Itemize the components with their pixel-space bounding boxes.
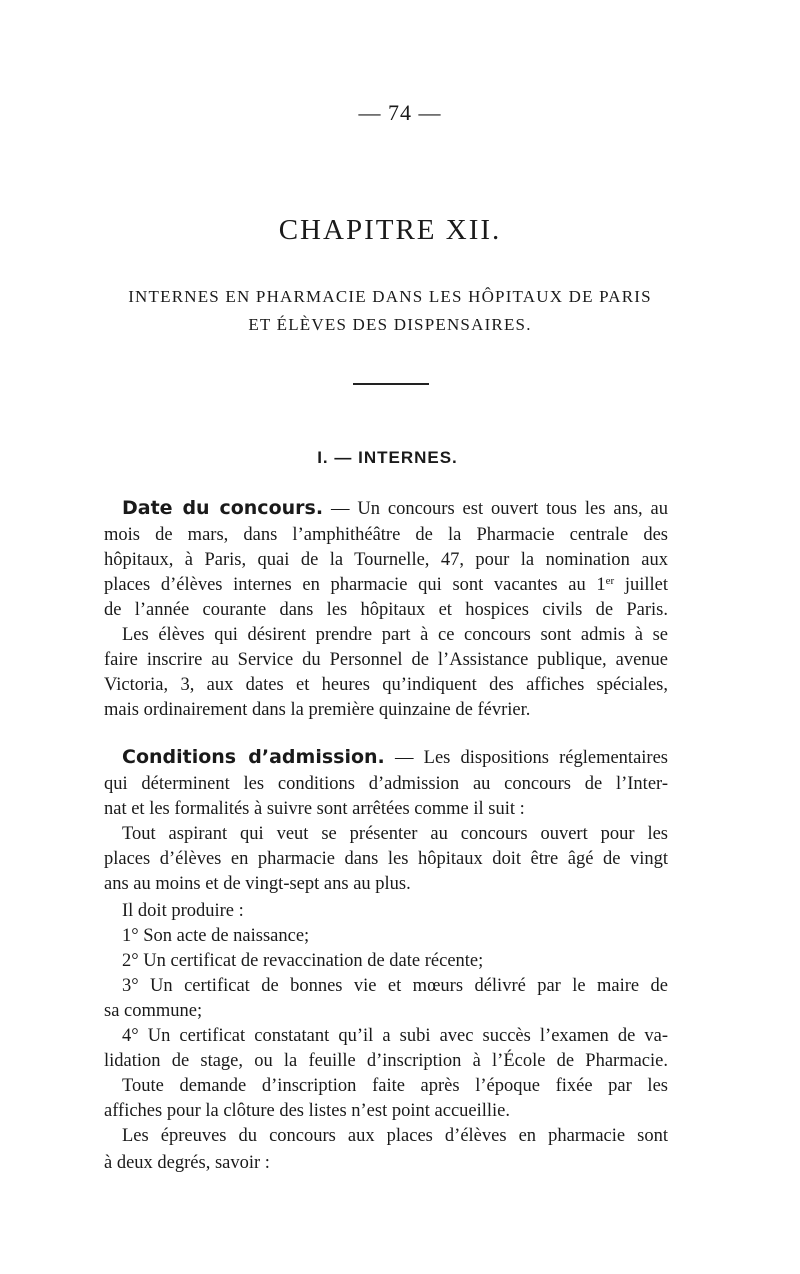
page-number: — 74 — xyxy=(358,100,442,125)
list-item-1: 1° Son acte de naissance; xyxy=(122,926,310,946)
paragraph-demande-line-2: affiches pour la clôture des listes n’est point accueillie. xyxy=(104,1101,511,1121)
paragraph-conditions-line-1: Conditions d’admission. — Les dispositions réglementaires xyxy=(122,746,668,768)
paragraph-aspirant-line-3: ans au moins et de vingt-sept ans au plus. xyxy=(104,874,411,894)
heading-date-concours: Date du concours. xyxy=(122,497,324,519)
paragraph-date-line-5: de l’année courante dans les hôpitaux et hospices civils de Paris. xyxy=(104,600,668,620)
paragraph-epreuves-line-2: à deux degrés, savoir : xyxy=(104,1153,270,1173)
section-title: I. — INTERNES. xyxy=(317,448,458,467)
paragraph-date-line-3: hôpitaux, à Paris, quai de la Tournelle, 47, pour la nomination aux xyxy=(104,550,668,570)
paragraph-produire: Il doit produire : xyxy=(122,901,244,921)
paragraph-inscription-line-2: faire inscrire au Service du Personnel de l’Assistance publique, avenue xyxy=(104,650,668,670)
paragraph-epreuves-line-1: Les épreuves du concours aux places d’élèves en pharmacie sont xyxy=(122,1126,668,1146)
list-item-2: 2° Un certificat de revaccination de date récente; xyxy=(122,951,484,971)
chapter-subtitle-line-1: INTERNES EN PHARMACIE DANS LES HÔPITAUX DE PARIS xyxy=(128,287,652,306)
paragraph-inscription-line-3: Victoria, 3, aux dates et heures qu’indiquent des affiches spéciales, xyxy=(104,675,668,695)
paragraph-date-line-2: mois de mars, dans l’amphithéâtre de la Pharmacie centrale des xyxy=(104,525,668,545)
list-item-3-line-1: 3° Un certificat de bonnes vie et mœurs délivré par le maire de xyxy=(122,976,668,996)
paragraph-date-line-4: places d’élèves internes en pharmacie qui sont vacantes au 1er juillet xyxy=(104,575,668,595)
list-item-4-line-1: 4° Un certificat constatant qu’il a subi avec succès l’examen de va- xyxy=(122,1026,668,1046)
paragraph-aspirant-line-1: Tout aspirant qui veut se présenter au concours ouvert pour les xyxy=(122,824,668,844)
paragraph-inscription-line-4: mais ordinairement dans la première quinzaine de février. xyxy=(104,700,531,720)
list-item-4-line-2: lidation de stage, ou la feuille d’inscription à l’École de Pharmacie. xyxy=(104,1051,668,1071)
chapter-subtitle-line-2: ET ÉLÈVES DES DISPENSAIRES. xyxy=(248,315,532,334)
separator-rule xyxy=(353,383,429,385)
list-item-3-line-2: sa commune; xyxy=(104,1001,203,1021)
paragraph-conditions-line-3: nat et les formalités à suivre sont arrêtées comme il suit : xyxy=(104,799,525,819)
paragraph-inscription-line-1: Les élèves qui désirent prendre part à ce concours sont admis à se xyxy=(122,625,668,645)
heading-conditions-admission: Conditions d’admission. xyxy=(122,746,385,768)
chapter-title: CHAPITRE XII. xyxy=(278,214,502,246)
paragraph-date-line-1: Date du concours. — Un concours est ouvert tous les ans, au xyxy=(122,497,669,519)
paragraph-demande-line-1: Toute demande d’inscription faite après l’époque fixée par les xyxy=(122,1076,668,1096)
paragraph-conditions-line-2: qui déterminent les conditions d’admission au concours de l’Inter- xyxy=(104,774,668,794)
paragraph-aspirant-line-2: places d’élèves en pharmacie dans les hôpitaux doit être âgé de vingt xyxy=(104,849,668,869)
